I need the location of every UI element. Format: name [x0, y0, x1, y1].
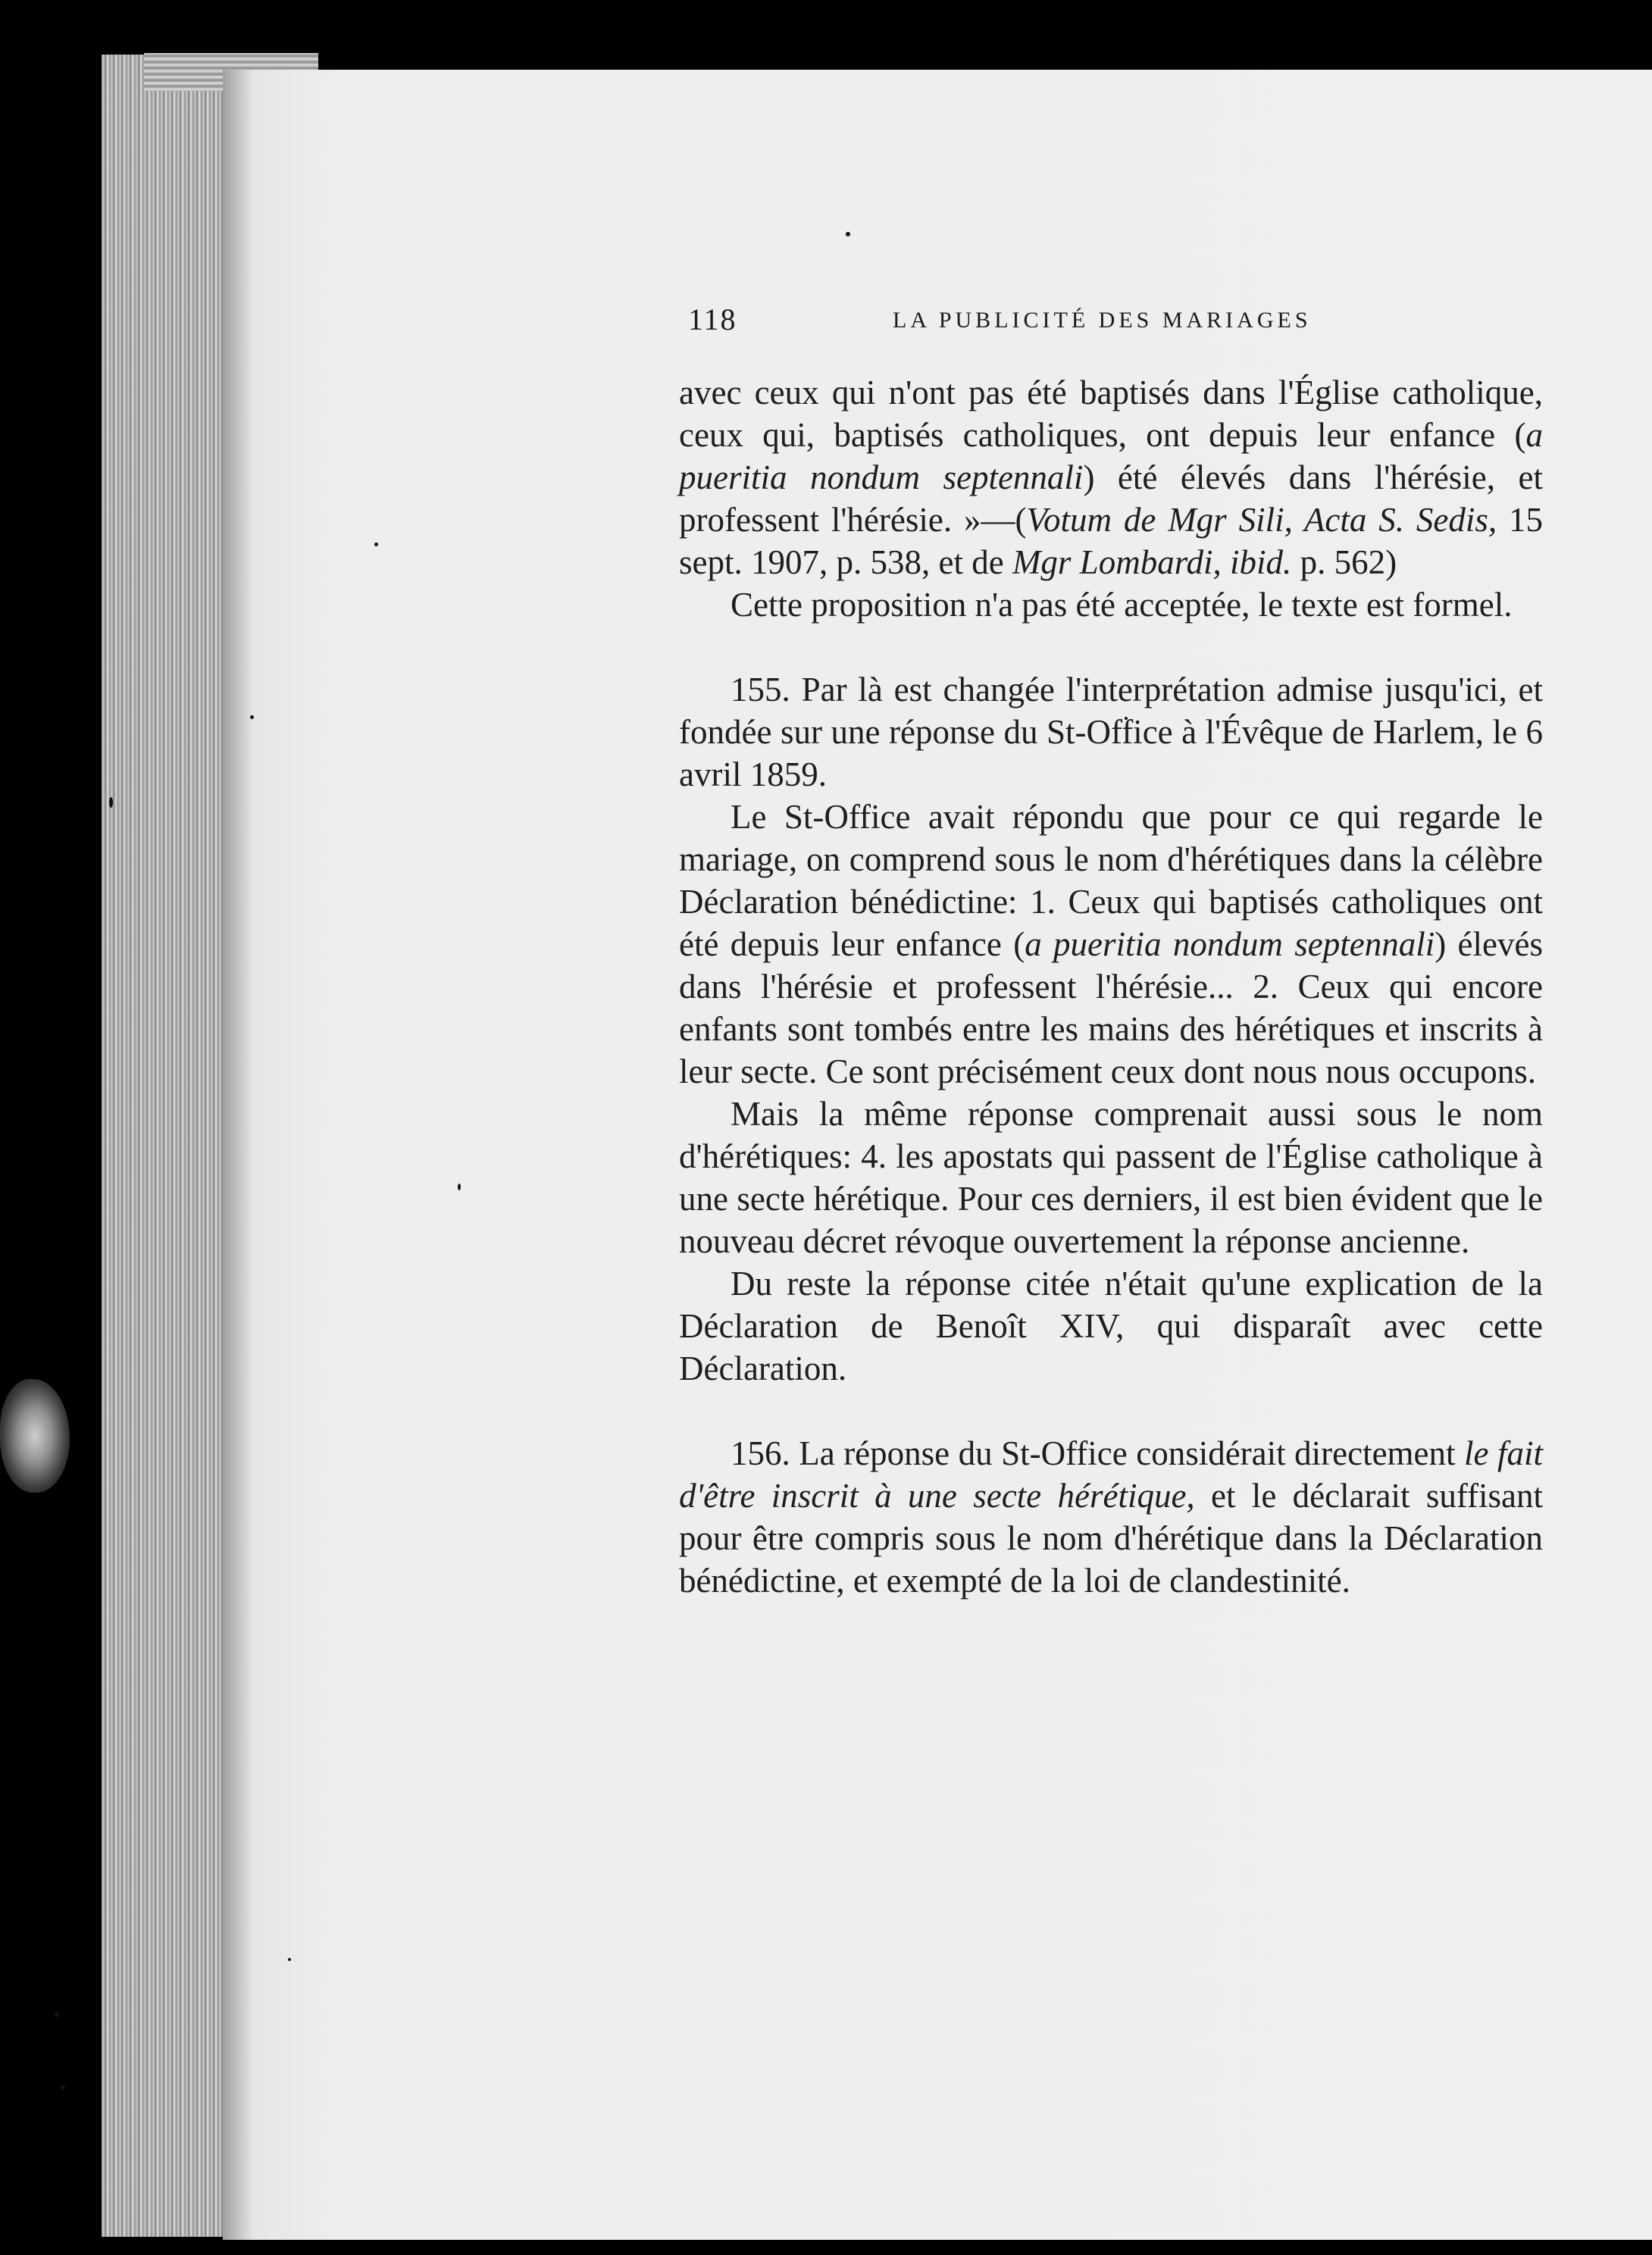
paragraph	[679, 796, 1543, 1093]
scan-speck	[288, 1958, 291, 1961]
text-run: Cette proposition n'a pas été acceptée, le texte est formel.	[731, 586, 1513, 624]
paragraph	[679, 1093, 1543, 1262]
text-run: 156. La réponse du St-Office considérait directement	[731, 1434, 1465, 1472]
body-text	[679, 371, 1543, 1602]
scan-speck	[109, 797, 113, 808]
scan-speck	[55, 2013, 59, 2017]
text-run: 15 sept. 1907, p. 538, et de	[679, 501, 1543, 581]
scan-speck	[250, 715, 254, 719]
paragraph	[679, 668, 1543, 796]
italic-text: a pueritia nondum septennali	[679, 416, 1543, 496]
paragraph	[679, 1262, 1543, 1390]
gutter-shadow	[223, 70, 253, 2240]
paragraph	[679, 371, 1543, 583]
book-page-edges	[102, 55, 223, 2237]
scan-speck	[61, 2085, 65, 2090]
scan-speck	[846, 232, 850, 236]
text-run: Le St-Office avait répondu que pour ce qui regarde le mariage, on comprend sous le nom d'hérétiques dans la célèbre Déclaration bénédictine: 1. Ceux qui baptisés catholiques ont été depuis leur enfance (	[679, 798, 1543, 963]
text-run: 155. Par là est changée l'interprétation admise jusqu'ici, et fondée sur une réponse du St-Office à l'Évêque de Harlem, le 6 avril 1859.	[679, 671, 1543, 793]
text-run: p. 562)	[1291, 543, 1397, 581]
scan-blot	[0, 1379, 70, 1493]
italic-text: Mgr Lombardi, ibid.	[1012, 543, 1292, 581]
italic-text: a pueritia nondum septennali	[1025, 925, 1435, 963]
paragraph	[679, 1432, 1543, 1602]
text-run: Mais la même réponse comprenait aussi sous le nom d'hérétiques: 4. les apostats qui passent de l'Église catholique à une secte hérétique. Pour ces derniers, il est bien évident que le nouveau décret révoque ouvertement la réponse ancienne.	[679, 1095, 1543, 1260]
italic-text: Votum de Mgr Sili, Acta S. Sedis,	[1026, 501, 1497, 539]
text-run: Du reste la réponse citée n'était qu'une explication de la Déclaration de Benoît XIV, qui disparaît avec cette Déclaration.	[679, 1265, 1543, 1387]
running-head	[688, 302, 1446, 347]
scan-speck	[458, 1184, 461, 1190]
paragraph	[679, 583, 1543, 626]
text-run: et le déclarait suffisant pour être compris sous le nom d'hérétique dans la Déclaration bénédictine, et exempté de la loi de clandestinité.	[679, 1477, 1543, 1600]
page-number: 118	[688, 302, 737, 336]
text-run: ) été élevés dans l'hérésie, et professent l'hérésie. »—(	[679, 458, 1543, 539]
italic-text: le fait d'être inscrit à une secte hérétique,	[679, 1434, 1544, 1515]
running-title: LA PUBLICITÉ DES MARIAGES	[893, 308, 1312, 333]
text-run: avec ceux qui n'ont pas été baptisés dans l'Église catholique, ceux qui, baptisés catholiques, ont depuis leur enfance (	[679, 374, 1543, 454]
scan-speck	[374, 543, 378, 546]
text-run: ) élevés dans l'hérésie et professent l'hérésie... 2. Ceux qui encore enfants sont tombés entre les mains des hérétiques et inscrits à leur secte. Ce sont précisément ceux dont nous nous occupons.	[679, 925, 1543, 1090]
